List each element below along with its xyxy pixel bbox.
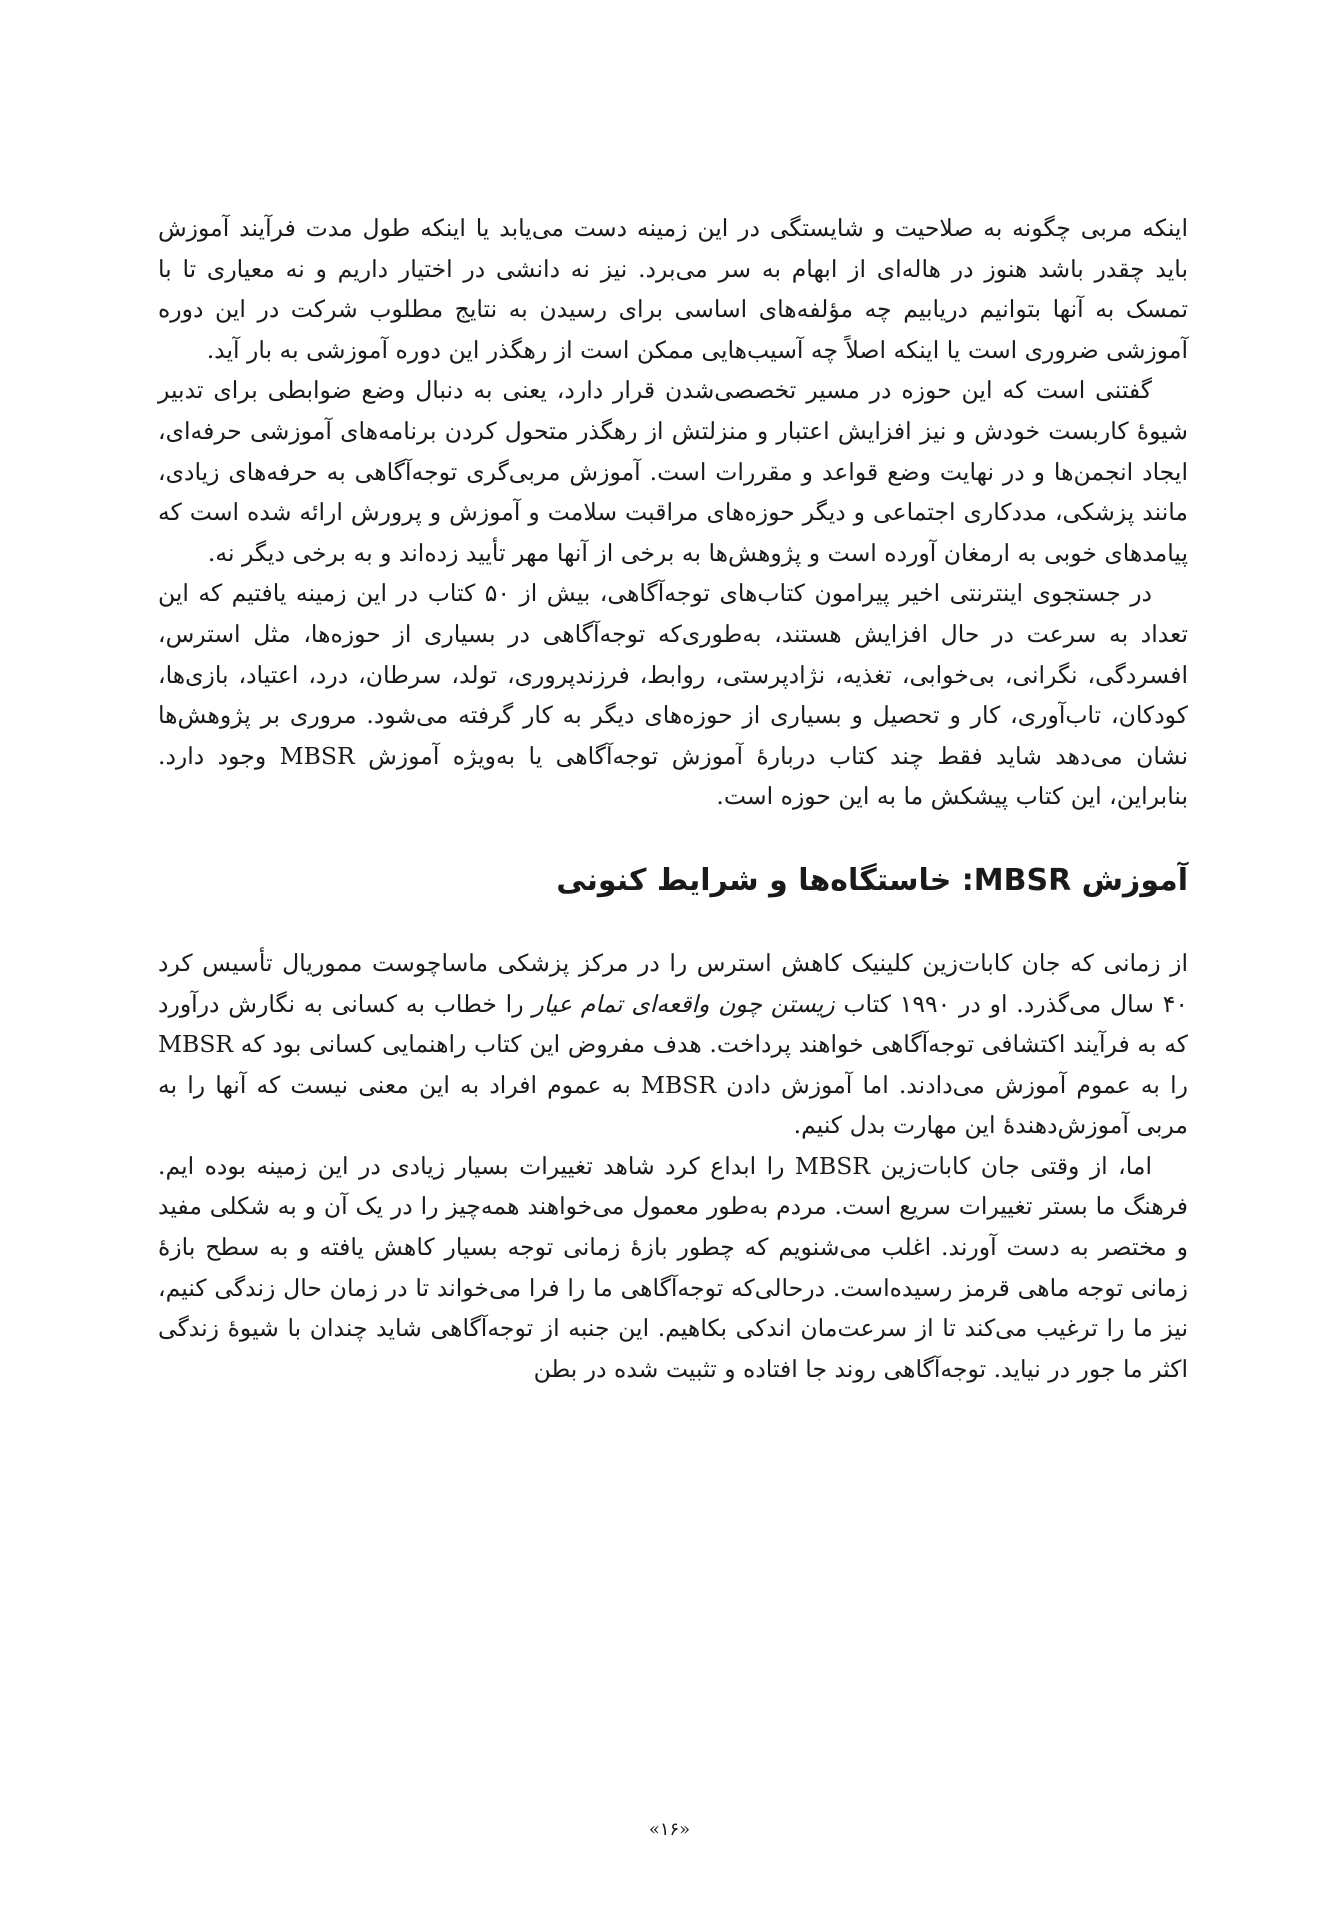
paragraph-intro-1: اینکه مربی چگونه به صلاحیت و شایستگی در این زمینه دست می‌یابد یا اینکه طول مدت فرآیند آموزش باید چقدر باشد هنوز در هاله‌ای از ابهام به سر می‌برد. نیز نه دانشی در اختیار داریم و نه معیاری تا با تمسک به آنها بتوانیم دریابیم چه مؤلفه‌های اساسی برای رسیدن به نتایج مطلوب شرکت در این دوره آموزشی ضروری است یا اینکه اصلاً چه آسیب‌هایی ممکن است از رهگذر این دوره آموزشی به بار آید. [158, 214, 1188, 364]
paragraph-section-1-part-a: از زمانی که جان کابات‌زین کلینیک کاهش استرس را در مرکز پزشکی ماساچوست مموریال تأسیس کرد ۴۰ سال می‌گذرد. او در ۱۹۹۰ کتاب [158, 948, 1188, 1018]
section-heading: آموزش MBSR: خاستگاه‌ها و شرایط کنونی [556, 862, 1188, 898]
paragraph-section-2: اما، از وقتی جان کابات‌زین MBSR را ابداع کرد شاهد تغییرات بسیار زیادی در این زمینه بوده ایم. فرهنگ ما بستر تغییرات سریع است. مردم به‌طور معمول می‌خواهند همه‌چیز را در یک آن و به شکلی مفید و مختصر به دست آورند. اغلب می‌شنویم که چطور بازهٔ زمانی توجه بسیار کاهش یافته و به سطح بازهٔ زمانی توجه ماهی قرمز رسیده‌است. درحالی‌که توجه‌آگاهی ما را فرا می‌خواند تا در زمان حال زندگی کنیم، نیز ما را ترغیب می‌کند تا از سرعت‌مان اندکی بکاهیم. این جنبه از توجه‌آگاهی شاید چندان با شیوهٔ زندگی اکثر ما جور در نیاید. توجه‌آگاهی روند جا افتاده و تثبیت شده در بطن [158, 1151, 1188, 1383]
book-title-italic: زیستن چون واقعه‌ای تمام عیار [532, 989, 835, 1018]
paragraph-section-1-part-b: را خطاب به کسانی به نگارش درآورد که به فرآیند اکتشافی توجه‌آگاهی خواهند پرداخت. هدف مفروض این کتاب راهنمایی کسانی بود که MBSR را به عموم آموزش می‌دادند. اما آموزش دادن MBSR به عموم افراد به این معنی نیست که آنها را به مربی آموزش‌دهندهٔ این مهارت بدل کنیم. [158, 989, 1188, 1140]
paragraph-intro-2: گفتنی است که این حوزه در مسیر تخصصی‌شدن قرار دارد، یعنی به دنبال وضع ضوابطی برای تدبیر شیوهٔ کاربست خودش و نیز افزایش اعتبار و منزلتش از رهگذر متحول کردن برنامه‌های آموزشی حرفه‌ای، ایجاد انجمن‌ها و در نهایت وضع قواعد و مقررات است. آموزش مربی‌گری توجه‌آگاهی به حرفه‌های زیادی، مانند پزشکی، مددکاری اجتماعی و دیگر حوزه‌های مراقبت سلامت و آموزش و پرورش ارائه شده است که پیامدهای خوبی به ارمغان آورده است و پژوهش‌ها به برخی از آنها مهر تأیید زده‌اند و به برخی دیگر نه. [158, 376, 1188, 567]
page-number: «۱۶» [648, 1819, 691, 1840]
paragraph-section-1 [158, 943, 1188, 1146]
page-body [158, 208, 1188, 1389]
paragraph-intro-3: در جستجوی اینترنتی اخیر پیرامون کتاب‌های توجه‌آگاهی، بیش از ۵۰ کتاب در این زمینه یافتیم که این تعداد به سرعت در حال افزایش هستند، به‌طوری‌که توجه‌آگاهی در بسیاری از حوزه‌ها، مثل استرس، افسردگی، نگرانی، بی‌خوابی، تغذیه، نژادپرستی، روابط، فرزندپروری، تولد، سرطان، درد، اعتیاد، بازی‌ها، کودکان، تاب‌آوری، کار و تحصیل و بسیاری از حوزه‌های دیگر به کار گرفته می‌شود. مروری بر پژوهش‌ها نشان می‌دهد شاید فقط چند کتاب دربارهٔ آموزش توجه‌آگاهی یا به‌ویژه آموزش MBSR وجود دارد. بنابراین، این کتاب پیشکش ما به این حوزه است. [158, 579, 1188, 811]
